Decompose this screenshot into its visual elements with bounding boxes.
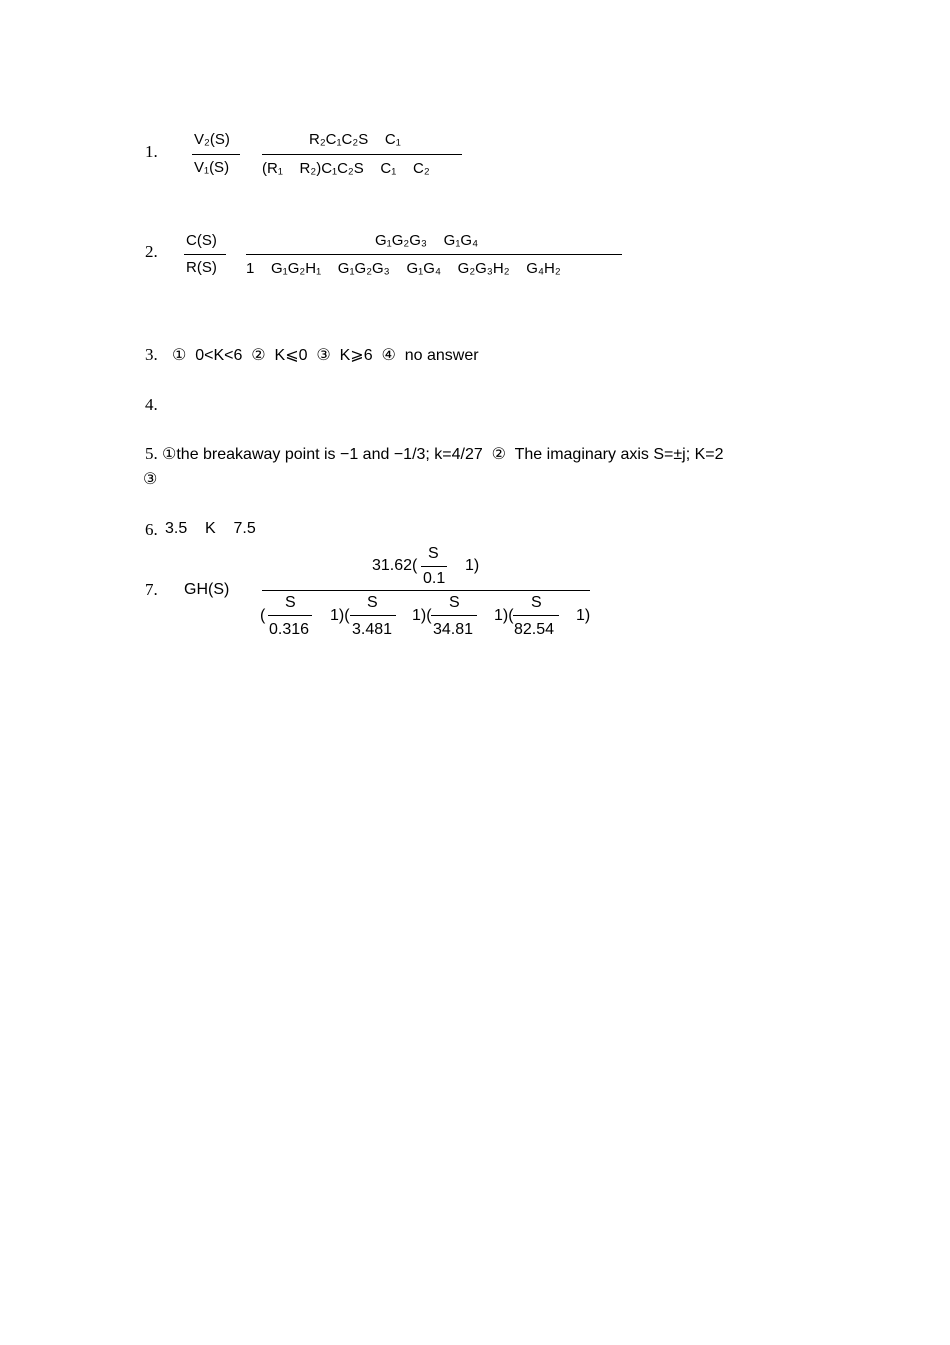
item-7-den-term-3-post: 1)( xyxy=(494,607,514,624)
item-6-number: 6. xyxy=(145,520,158,539)
item-7-lhs: GH(S) xyxy=(184,581,230,598)
item-1-rhs-fraction-bar xyxy=(262,154,462,155)
item-7-den-term-2-post: 1)( xyxy=(412,607,432,624)
item-5-answer-line-2: ③ xyxy=(143,471,158,488)
item-5-number: 5. xyxy=(145,444,158,463)
item-1-lhs-fraction-bar xyxy=(192,154,240,155)
item-2-rhs-numerator: G₁G₂G₃ G₁G₄ xyxy=(375,232,479,249)
item-3-number: 3. xyxy=(145,345,158,364)
item-2-rhs-denominator: 1 G₁G₂H₁ G₁G₂G₃ G₁G₄ G₂G₃H₂ G₄H₂ xyxy=(246,260,561,277)
item-7-den-term-3-bar xyxy=(431,615,477,616)
item-3-answer: ① 0<K<6 ② K⩽0 ③ K⩾6 ④ no answer xyxy=(172,347,479,364)
item-7-den-term-4-top: S xyxy=(531,594,542,611)
item-7-den-term-1-top: S xyxy=(285,594,296,611)
item-2-lhs-denominator: R(S) xyxy=(186,259,217,276)
item-7-number: 7. xyxy=(145,580,158,599)
item-7-numerator-coefficient: 31.62( xyxy=(372,557,418,574)
item-7-numerator-frac-bottom: 0.1 xyxy=(423,570,446,587)
item-1-lhs-denominator: V₁(S) xyxy=(194,159,230,176)
item-7-den-term-3-top: S xyxy=(449,594,460,611)
item-1-number: 1. xyxy=(145,142,158,161)
item-1-rhs-denominator: (R₁ R₂)C₁C₂S C₁ C₂ xyxy=(262,160,430,177)
item-7-den-term-2-bottom: 3.481 xyxy=(352,621,393,638)
item-7-den-term-1-post: 1)( xyxy=(330,607,350,624)
item-7-den-term-4-bottom: 82.54 xyxy=(514,621,555,638)
item-7-den-term-3-bottom: 34.81 xyxy=(433,621,474,638)
item-7-den-term-1-pre: ( xyxy=(260,607,266,624)
item-7-numerator-tail: 1) xyxy=(465,557,480,574)
item-7-den-term-1-bar xyxy=(268,615,312,616)
item-7-main-fraction-bar xyxy=(262,590,590,591)
item-4-number: 4. xyxy=(145,395,158,414)
item-7-den-term-2-top: S xyxy=(367,594,378,611)
item-7-den-term-1-bottom: 0.316 xyxy=(269,621,310,638)
item-7-den-term-2-bar xyxy=(350,615,396,616)
item-1-lhs-numerator: V₂(S) xyxy=(194,131,230,148)
item-7-den-term-4-post: 1) xyxy=(576,607,591,624)
item-6-answer: 3.5 K 7.5 xyxy=(165,520,256,537)
item-2-rhs-fraction-bar xyxy=(246,254,622,255)
item-2-lhs-numerator: C(S) xyxy=(186,232,217,249)
item-7-numerator-frac-top: S xyxy=(428,545,439,562)
item-2-number: 2. xyxy=(145,242,158,261)
item-1-rhs-numerator: R₂C₁C₂S C₁ xyxy=(309,131,401,148)
item-7-numerator-frac-bar xyxy=(421,566,447,567)
item-5-answer-line-1: ①the breakaway point is −1 and −1/3; k=4/27 ② The imaginary axis S=±j; K=2 xyxy=(162,446,724,463)
item-2-lhs-fraction-bar xyxy=(184,254,226,255)
item-7-den-term-4-bar xyxy=(513,615,559,616)
